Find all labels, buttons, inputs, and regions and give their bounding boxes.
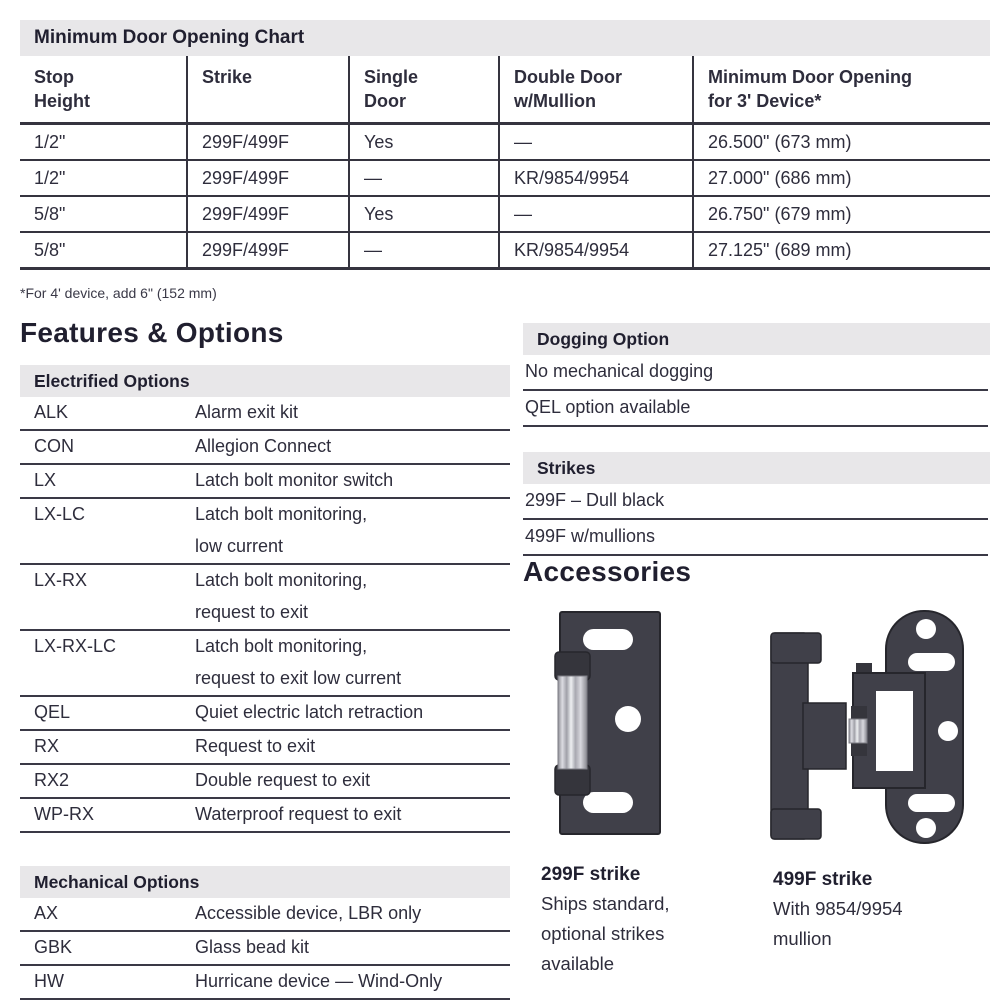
dogging-option-heading: Dogging Option [523, 323, 990, 355]
dogging-list [523, 355, 988, 427]
cell: 299F/499F [186, 161, 348, 195]
option-code: HW [34, 971, 64, 991]
cell: KR/9854/9954 [498, 233, 692, 267]
option-code: CON [34, 436, 74, 456]
option-desc: Waterproof request to exit [195, 804, 402, 824]
option-desc: Accessible device, LBR only [195, 903, 422, 923]
dogging-item: QEL option available [523, 391, 988, 427]
accessory-299f [541, 606, 743, 979]
dogging-item: No mechanical dogging [523, 355, 988, 391]
strike-499f-image [743, 606, 988, 851]
option-desc: Allegion Connect [195, 436, 332, 456]
option-code: WP-RX [34, 804, 94, 824]
option-row-lx-lc [20, 499, 510, 565]
option-row-rx2 [20, 765, 510, 799]
option-desc: Quiet electric latch retraction [195, 702, 424, 722]
features-column [20, 317, 510, 1000]
option-row-con [20, 431, 510, 465]
strike-item: 299F – Dull black [523, 484, 988, 520]
cell: 1/2" [34, 168, 66, 188]
option-code: LX-LC [34, 504, 86, 524]
accessory-name: 299F strike [541, 864, 641, 885]
option-desc: Alarm exit kit [195, 402, 299, 422]
option-row-gbk [20, 932, 510, 966]
col-header-stop-height: Stop Height [34, 67, 90, 111]
option-desc: Latch bolt monitoring, request to exit [195, 570, 368, 622]
col-header-single-door: Single Door [348, 56, 498, 122]
chart-footnote: *For 4' device, add 6" (152 mm) [20, 285, 217, 301]
strikes-list [523, 484, 988, 556]
cell: — [348, 161, 498, 195]
option-row-hw [20, 966, 510, 1000]
strike-item: 499F w/mullions [523, 520, 988, 556]
option-code: AX [34, 903, 59, 923]
option-row-lx [20, 465, 510, 499]
option-code: GBK [34, 937, 73, 957]
right-column [523, 317, 990, 1000]
cell: Yes [348, 197, 498, 231]
option-desc: Latch bolt monitoring, low current [195, 504, 368, 556]
option-row-lx-rx-lc [20, 631, 510, 697]
cell: 26.750" (679 mm) [692, 197, 990, 231]
chart-row-3 [20, 197, 990, 233]
option-code: RX2 [34, 770, 70, 790]
mechanical-options-list [20, 898, 510, 1000]
accessory-499f [743, 606, 990, 979]
chart-row-2 [20, 161, 990, 197]
strike-299f-image [547, 606, 662, 846]
cell: 299F/499F [186, 125, 348, 159]
chart-row-1 [20, 125, 990, 161]
option-desc: Latch bolt monitor switch [195, 470, 394, 490]
cell: 26.500" (673 mm) [692, 125, 990, 159]
option-code: LX-RX [34, 570, 88, 590]
option-code: RX [34, 736, 60, 756]
option-code: QEL [34, 702, 71, 722]
cell: Yes [348, 125, 498, 159]
option-row-lx-rx [20, 565, 510, 631]
accessory-desc: Ships standard, optional strikes available [541, 893, 670, 974]
cell: KR/9854/9954 [498, 161, 692, 195]
cell: — [498, 125, 692, 159]
accessory-desc: With 9854/9954 mullion [773, 898, 903, 949]
electrified-options-list [20, 397, 510, 833]
features-title: Features & Options [20, 317, 284, 348]
option-code: ALK [34, 402, 69, 422]
electrified-options-heading: Electrified Options [20, 365, 510, 397]
option-row-rx [20, 731, 510, 765]
cell: 5/8" [34, 240, 66, 260]
strikes-heading: Strikes [523, 452, 990, 484]
cell: — [498, 197, 692, 231]
option-row-alk [20, 397, 510, 431]
option-row-ax [20, 898, 510, 932]
accessories-title: Accessories [523, 556, 692, 587]
option-row-qel [20, 697, 510, 731]
option-desc: Request to exit [195, 736, 316, 756]
option-code: LX [34, 470, 57, 490]
cell: 299F/499F [186, 197, 348, 231]
cell: 5/8" [34, 204, 66, 224]
col-header-strike: Strike [186, 56, 348, 122]
chart-header-row [20, 56, 990, 125]
option-desc: Glass bead kit [195, 937, 310, 957]
cell: — [348, 233, 498, 267]
option-code: LX-RX-LC [34, 636, 117, 656]
option-row-wp-rx [20, 799, 510, 833]
chart-title: Minimum Door Opening Chart [20, 20, 990, 56]
option-desc: Latch bolt monitoring, request to exit low current [195, 636, 402, 688]
accessories-row [523, 606, 990, 979]
cell: 299F/499F [186, 233, 348, 267]
col-header-min-opening: Minimum Door Opening for 3' Device* [692, 56, 990, 122]
option-desc: Hurricane device — Wind-Only [195, 971, 443, 991]
mechanical-options-heading: Mechanical Options [20, 866, 510, 898]
option-desc: Double request to exit [195, 770, 371, 790]
col-header-double-door: Double Door w/Mullion [498, 56, 692, 122]
cell: 1/2" [34, 132, 66, 152]
cell: 27.125" (689 mm) [692, 233, 990, 267]
chart-row-4 [20, 233, 990, 270]
door-opening-chart [20, 20, 990, 270]
cell: 27.000" (686 mm) [692, 161, 990, 195]
accessory-name: 499F strike [773, 869, 873, 890]
